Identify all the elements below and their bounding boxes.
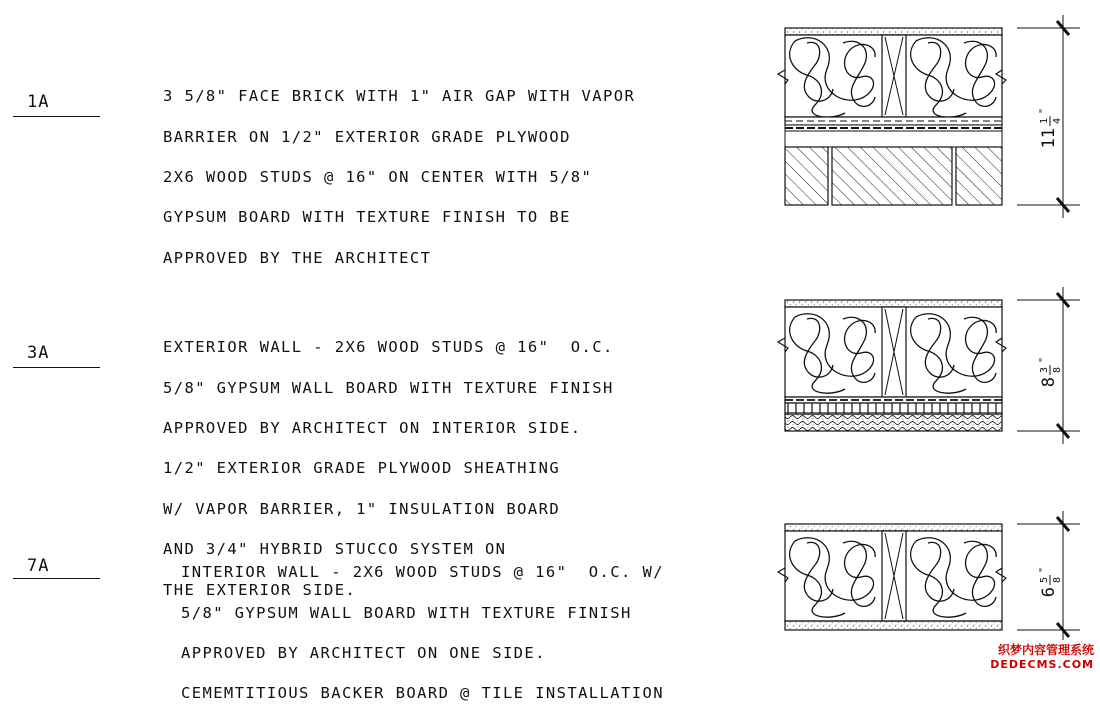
dimension-numerator: 5 xyxy=(1039,576,1050,584)
description-line: APPROVED BY ARCHITECT ON INTERIOR SIDE. xyxy=(163,419,582,438)
watermark xyxy=(990,641,1094,671)
wall-section-3A xyxy=(778,287,1080,444)
dimension-denominator: 4 xyxy=(1052,117,1063,125)
watermark-line-2: DEDECMS.COM xyxy=(990,658,1094,671)
dimension-denominator: 8 xyxy=(1052,366,1063,374)
dimension-7A xyxy=(1017,511,1080,640)
dimension-numerator: 3 xyxy=(1039,366,1050,374)
dimension-whole: 8 xyxy=(1039,377,1059,388)
wall-section-1A xyxy=(778,15,1080,218)
description-line: THE EXTERIOR SIDE. xyxy=(163,580,357,599)
dimension-numerator: 1 xyxy=(1039,117,1050,125)
inch-mark: " xyxy=(1038,107,1049,114)
description-line: BARRIER ON 1/2" EXTERIOR GRADE PLYWOOD xyxy=(163,127,571,146)
description-line: CEMEMTITIOUS BACKER BOARD @ TILE INSTALLATION xyxy=(181,684,664,703)
description-line: 2X6 WOOD STUDS @ 16" ON CENTER WITH 5/8" xyxy=(163,168,593,187)
wall-section-7A xyxy=(778,511,1080,640)
description-line: GYPSUM BOARD WITH TEXTURE FINISH TO BE xyxy=(163,208,571,227)
description-line: INTERIOR WALL - 2X6 WOOD STUDS @ 16" O.C. W/ xyxy=(181,563,664,582)
inch-mark: " xyxy=(1038,356,1049,363)
description-line: APPROVED BY THE ARCHITECT xyxy=(163,248,432,267)
description-line: APPROVED BY ARCHITECT ON ONE SIDE. xyxy=(181,644,546,663)
watermark-line-1: 织梦内容管理系统 xyxy=(997,643,1094,657)
assembly-tag-1A: 1A xyxy=(27,92,50,112)
description-line: W/ VAPOR BARRIER, 1" INSULATION BOARD xyxy=(163,499,561,518)
description-line: EXTERIOR WALL - 2X6 WOOD STUDS @ 16" O.C. xyxy=(163,338,614,357)
dimension-3A xyxy=(1017,287,1080,444)
description-line: 3 5/8" FACE BRICK WITH 1" AIR GAP WITH VAPOR xyxy=(163,87,636,106)
description-line: 1/2" EXTERIOR GRADE PLYWOOD SHEATHING xyxy=(163,459,561,478)
dimension-label-1A xyxy=(1038,108,1063,149)
dimension-whole: 6 xyxy=(1039,587,1059,598)
inch-mark: " xyxy=(1038,566,1049,573)
assembly-tag-3A: 3A xyxy=(27,343,50,363)
description-line: 5/8" GYPSUM WALL BOARD WITH TEXTURE FINISH xyxy=(181,603,632,622)
dimension-whole: 11 xyxy=(1039,128,1059,149)
assembly-tag-7A: 7A xyxy=(27,556,50,576)
dimension-label-7A xyxy=(1038,567,1063,597)
dimension-denominator: 8 xyxy=(1052,576,1063,584)
description-line: AND 3/4" HYBRID STUCCO SYSTEM ON xyxy=(163,540,507,559)
description-line: 5/8" GYPSUM WALL BOARD WITH TEXTURE FINISH xyxy=(163,378,614,397)
dimension-1A xyxy=(1017,15,1080,218)
dimension-label-3A xyxy=(1038,357,1063,387)
